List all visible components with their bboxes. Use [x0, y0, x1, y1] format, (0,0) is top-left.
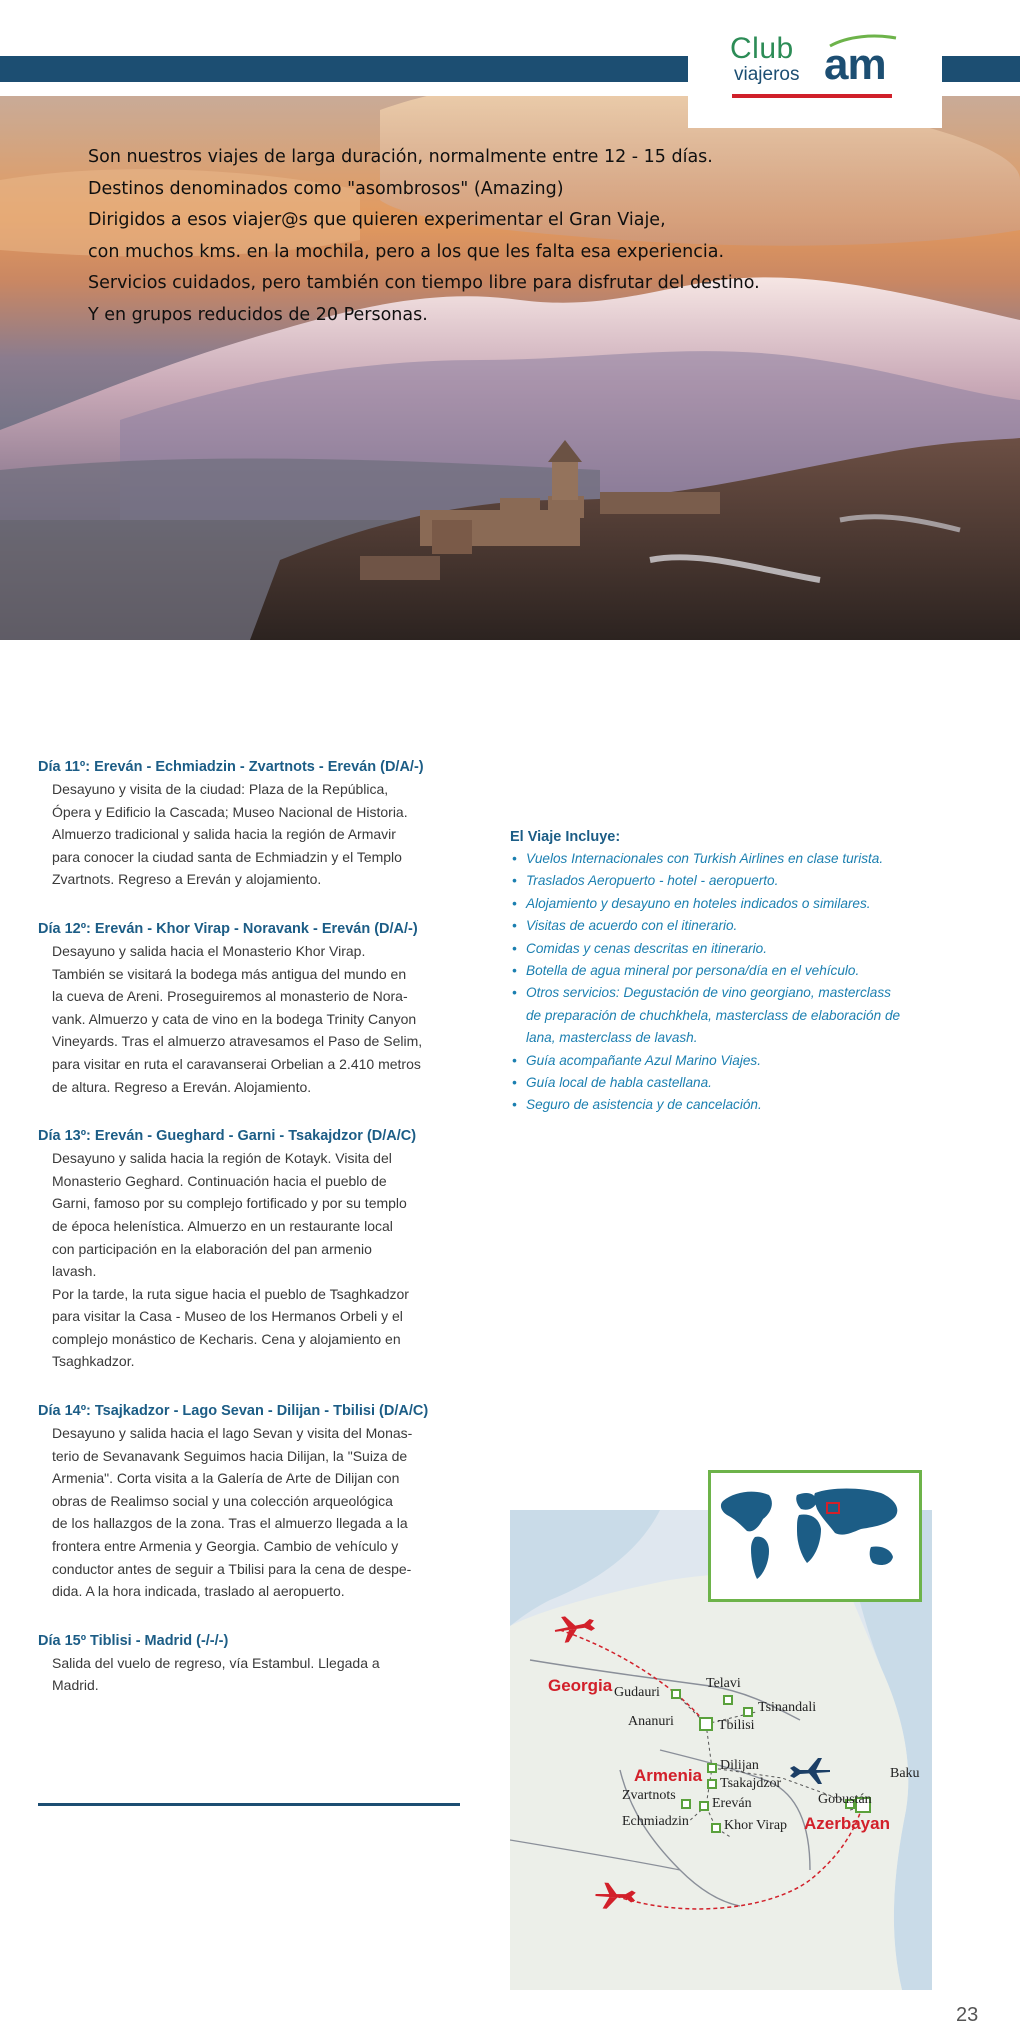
map-city-erevan: Ereván — [712, 1796, 752, 1811]
map-city-khor-virap: Khor Virap — [724, 1818, 788, 1833]
map-country-azerbaijan: Azerbayan — [804, 1814, 890, 1833]
intro-line: Destinos denominados como "asombrosos" (Amazing) — [88, 178, 564, 199]
logo-viajeros-text: viajeros — [734, 64, 800, 85]
logo-club-text: Club — [730, 32, 794, 65]
day-title: Día 14º: Tsajkadzor - Lago Sevan - Dilijan - Tbilisi (D/A/C) — [38, 1403, 429, 1420]
trip-includes — [510, 826, 950, 1117]
includes-item-text: Guía local de habla castellana. — [526, 1075, 712, 1091]
includes-item — [510, 960, 950, 982]
bullet-icon: • — [512, 1052, 517, 1068]
includes-item-text: Comidas y cenas descritas en itinerario. — [526, 940, 768, 956]
world-map-graphic — [711, 1473, 919, 1599]
intro-line: Son nuestros viajes de larga duración, normalmente entre 12 - 15 días. — [88, 147, 713, 167]
day-title: Día 11º: Ereván - Echmiadzin - Zvartnots - Ereván (D/A/-) — [38, 759, 424, 775]
column-divider — [38, 1803, 460, 1806]
includes-item — [510, 1094, 950, 1116]
includes-item-text: Guía acompañante Azul Marino Viajes. — [526, 1052, 762, 1068]
map-city-telavi: Telavi — [706, 1676, 741, 1691]
bullet-icon: • — [512, 918, 517, 934]
day-title: Día 12º: Ereván - Khor Virap - Noravank - Ereván (D/A/-) — [38, 920, 418, 937]
day-14 — [38, 1400, 468, 1603]
map-city-zvartnots: Zvartnots — [622, 1788, 676, 1803]
day-body: Desayuno y visita de la ciudad: Plaza de la República, Ópera y Edificio la Cascada; Museo Nacional de Historia. Almuerzo tradicional y salida hacia la región de Armavir para conocer la ciudad santa de Echmiadzin y el Templo Zvartnots. Regreso a Ereván y alojamiento. — [52, 781, 408, 888]
includes-item — [510, 1072, 950, 1094]
day-body: Desayuno y salida hacia el Monasterio Khor Virap. También se visitará la bodega más antigua del mundo en la cueva de Areni. Proseguiremos al monasterio de Nora- vank. Almuerzo y cata de vino en la bodega Trinity Canyon Vineyards. Tras el almuerzo atravesamos el Paso de Selim, para visitar en ruta el caravanserai Orbelian a 2.410 metros de altura. Regreso a Ereván. Alojamiento. — [52, 942, 423, 1095]
map-city-gudauri: Gudauri — [614, 1685, 660, 1700]
includes-item — [510, 848, 950, 870]
includes-item — [510, 1050, 950, 1072]
map-city-dilijan: Dilijan — [720, 1758, 759, 1773]
itinerary-column — [38, 756, 468, 1724]
includes-item — [510, 893, 950, 915]
day-13 — [38, 1125, 468, 1373]
includes-item-text: Seguro de asistencia y de cancelación. — [526, 1097, 762, 1113]
bullet-icon: • — [512, 963, 517, 979]
includes-item — [510, 870, 950, 892]
bullet-icon: • — [512, 895, 517, 911]
map-city-baku: Baku — [890, 1766, 920, 1781]
bullet-icon: • — [512, 1075, 517, 1091]
bullet-icon: • — [512, 1097, 517, 1113]
logo-am-text: am — [824, 40, 886, 89]
day-15 — [38, 1630, 468, 1697]
day-11 — [38, 756, 468, 891]
day-title: Día 15º Tiblisi - Madrid (-/-/-) — [38, 1632, 229, 1649]
bullet-icon: • — [512, 851, 517, 866]
includes-item-text: Traslados Aeropuerto - hotel - aeropuerto. — [526, 873, 779, 889]
map-city-echmiadzin: Echmiadzin — [622, 1814, 689, 1829]
intro-line: con muchos kms. en la mochila, pero a los que les falta esa experiencia. — [88, 241, 725, 262]
page-number: 23 — [956, 2004, 979, 2026]
intro-text — [88, 142, 828, 331]
club-viajeros-am-logo — [688, 0, 942, 128]
includes-item-text: Botella de agua mineral por persona/día en el vehículo. — [526, 963, 860, 979]
includes-item-text: Visitas de acuerdo con el itinerario. — [526, 918, 738, 934]
includes-item — [510, 915, 950, 937]
day-body: Desayuno y salida hacia la región de Kotayk. Visita del Monasterio Geghard. Continuación hacia el pueblo de Garni, famoso por su complejo fortificado y por su templo de época helenística. Almuerzo en un restaurante local con participación en la elaboración del pan armenio lavash. Por la tarde, la ruta sigue hacia el pueblo de Tsaghkadzor para visitar la Casa - Museo de los Hermanos Orbeli y el complejo monástico de Kecharis. Cena y alojamiento en Tsaghkadzor. — [52, 1150, 409, 1370]
map-city-ananuri: Ananuri — [628, 1714, 674, 1729]
bullet-icon: • — [512, 940, 517, 956]
map-city-gobustan: Gobustán — [818, 1792, 872, 1807]
includes-item-text: Alojamiento y desayuno en hoteles indicados o similares. — [526, 895, 871, 911]
day-body: Salida del vuelo de regreso, vía Estambul. Llegada a Madrid. — [52, 1654, 380, 1694]
hero-banner — [0, 0, 1020, 640]
includes-title: El Viaje Incluye: — [510, 829, 621, 845]
day-body: Desayuno y salida hacia el lago Sevan y visita del Monas- terio de Sevanavank Seguimos hacia Dilijan, la "Suiza de Armenia". Corta visita a la Galería de Arte de Dilijan con obras de Realimso social y una colección arqueológica de los hallazgos de la zona. Tras el almuerzo llegada a la frontera entre Armenia y Georgia. Cambio de vehículo y conductor antes de seguir a Tbilisi para la cena de despe- dida. A la hora indicada, traslado al aeropuerto. — [52, 1425, 413, 1600]
day-12 — [38, 918, 468, 1098]
map-city-tsakajdzor: Tsakajdzor — [720, 1776, 782, 1791]
map-country-georgia: Georgia — [548, 1676, 613, 1695]
map-city-tsinandali: Tsinandali — [758, 1700, 817, 1715]
logo-red-underline — [732, 94, 892, 98]
world-map-inset — [708, 1470, 922, 1602]
map-country-armenia: Armenia — [634, 1766, 703, 1785]
map-city-tbilisi: Tbilisi — [718, 1718, 755, 1733]
includes-item — [510, 982, 950, 1049]
bullet-icon: • — [512, 985, 517, 1001]
includes-item-text: Vuelos Internacionales con Turkish Airlines en clase turista. — [526, 851, 884, 866]
intro-line: Dirigidos a esos viajer@s que quieren experimentar el Gran Viaje, — [88, 210, 666, 230]
includes-item — [510, 938, 950, 960]
includes-list — [510, 848, 950, 1117]
bullet-icon: • — [512, 873, 517, 889]
includes-item-text: Otros servicios: Degustación de vino georgiano, masterclass de preparación de chuchkhela, masterclass de elaboración de lana, masterclass de lavash. — [526, 985, 901, 1046]
intro-line: Servicios cuidados, pero también con tiempo libre para disfrutar del destino. — [88, 273, 760, 293]
day-title: Día 13º: Ereván - Gueghard - Garni - Tsakajdzor (D/A/C) — [38, 1128, 417, 1145]
intro-line: Y en grupos reducidos de 20 Personas. — [88, 304, 428, 325]
